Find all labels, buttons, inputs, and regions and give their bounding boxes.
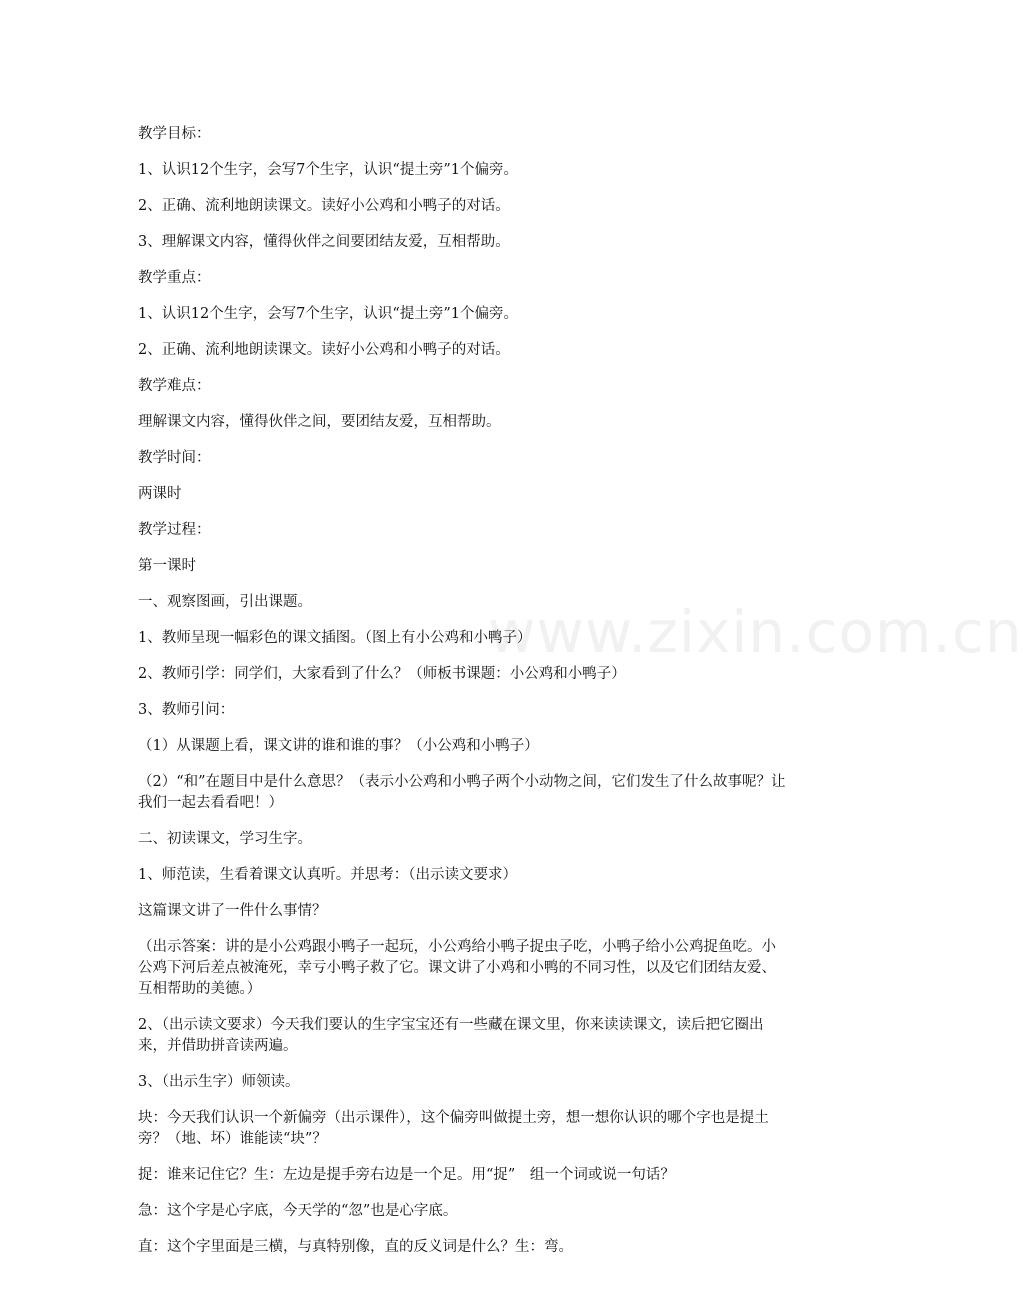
heading-difficulties: 教学难点： bbox=[138, 378, 211, 394]
step-2-2: 2、（出示读文要求）今天我们要认的生字宝宝还有一些藏在课文里，你来读读课文，读后把它圈出来，并借助拼音读两遍。 bbox=[138, 1017, 764, 1054]
heading-time: 教学时间： bbox=[138, 450, 211, 466]
step-2-1: 1、师范读，生看着课文认真听。并思考：（出示读文要求） bbox=[138, 867, 517, 883]
section-two-title: 二、初读课文，学习生字。 bbox=[138, 831, 312, 847]
objective-item-2: 2、正确、流利地朗读课文。读好小公鸡和小鸭子的对话。 bbox=[138, 198, 510, 214]
watermark: www.zixin.com.cn bbox=[488, 598, 1023, 666]
character-zhuo: 捉：谁来记住它？生：左边是提手旁右边是一个足。用“捉” 组一个词或说一句话？ bbox=[138, 1167, 675, 1183]
character-kuai: 块：今天我们认识一个新偏旁（出示课件），这个偏旁叫做提土旁，想一想你认识的哪个字也是提土旁？（地、坏）谁能读“块”？ bbox=[138, 1110, 769, 1147]
step-1-2: 2、教师引学：同学们，大家看到了什么？（师板书课题：小公鸡和小鸭子） bbox=[138, 666, 626, 682]
objective-item-1: 1、认识12个生字，会写7个生字，认识“提土旁”1个偏旁。 bbox=[138, 162, 518, 178]
key-point-item-2: 2、正确、流利地朗读课文。读好小公鸡和小鸭子的对话。 bbox=[138, 342, 510, 358]
step-1-1: 1、教师呈现一幅彩色的课文插图。（图上有小公鸡和小鸭子） bbox=[138, 630, 532, 646]
section-one-title: 一、观察图画，引出课题。 bbox=[138, 594, 312, 610]
reading-answer: （出示答案：讲的是小公鸡跟小鸭子一起玩，小公鸡给小鸭子捉虫子吃，小鸭子给小公鸡捉鱼吃。小公鸡下河后差点被淹死，幸亏小鸭子救了它。课文讲了小鸡和小鸭的不同习性，以及它们团结友爱、互相帮助的美德。） bbox=[138, 939, 776, 997]
reading-question: 这篇课文讲了一件什么事情？ bbox=[138, 903, 327, 919]
lesson-one-title: 第一课时 bbox=[138, 558, 196, 574]
objective-item-3: 3、理解课文内容，懂得伙伴之间要团结友爱，互相帮助。 bbox=[138, 234, 510, 250]
heading-key-points: 教学重点： bbox=[138, 270, 211, 286]
question-1: （1）从课题上看，课文讲的谁和谁的事？（小公鸡和小鸭子） bbox=[138, 738, 539, 754]
heading-objectives: 教学目标： bbox=[138, 126, 211, 142]
lesson-plan-body bbox=[138, 124, 786, 1273]
step-2-3: 3、（出示生字）师领读。 bbox=[138, 1074, 300, 1090]
difficulty-text: 理解课文内容，懂得伙伴之间，要团结友爱，互相帮助。 bbox=[138, 414, 501, 430]
character-zhi: 直：这个字里面是三横，与真特别像，直的反义词是什么？生：弯。 bbox=[138, 1239, 573, 1255]
key-point-item-1: 1、认识12个生字，会写7个生字，认识“提土旁”1个偏旁。 bbox=[138, 306, 518, 322]
question-2: （2）“和”在题目中是什么意思？（表示小公鸡和小鸭子两个小动物之间，它们发生了什么故事呢？让我们一起去看看吧！） bbox=[138, 774, 786, 811]
heading-process: 教学过程： bbox=[138, 522, 211, 538]
step-1-3: 3、教师引问： bbox=[138, 702, 235, 718]
time-text: 两课时 bbox=[138, 486, 182, 502]
character-ji: 急：这个字是心字底，今天学的“忽”也是心字底。 bbox=[138, 1203, 458, 1219]
